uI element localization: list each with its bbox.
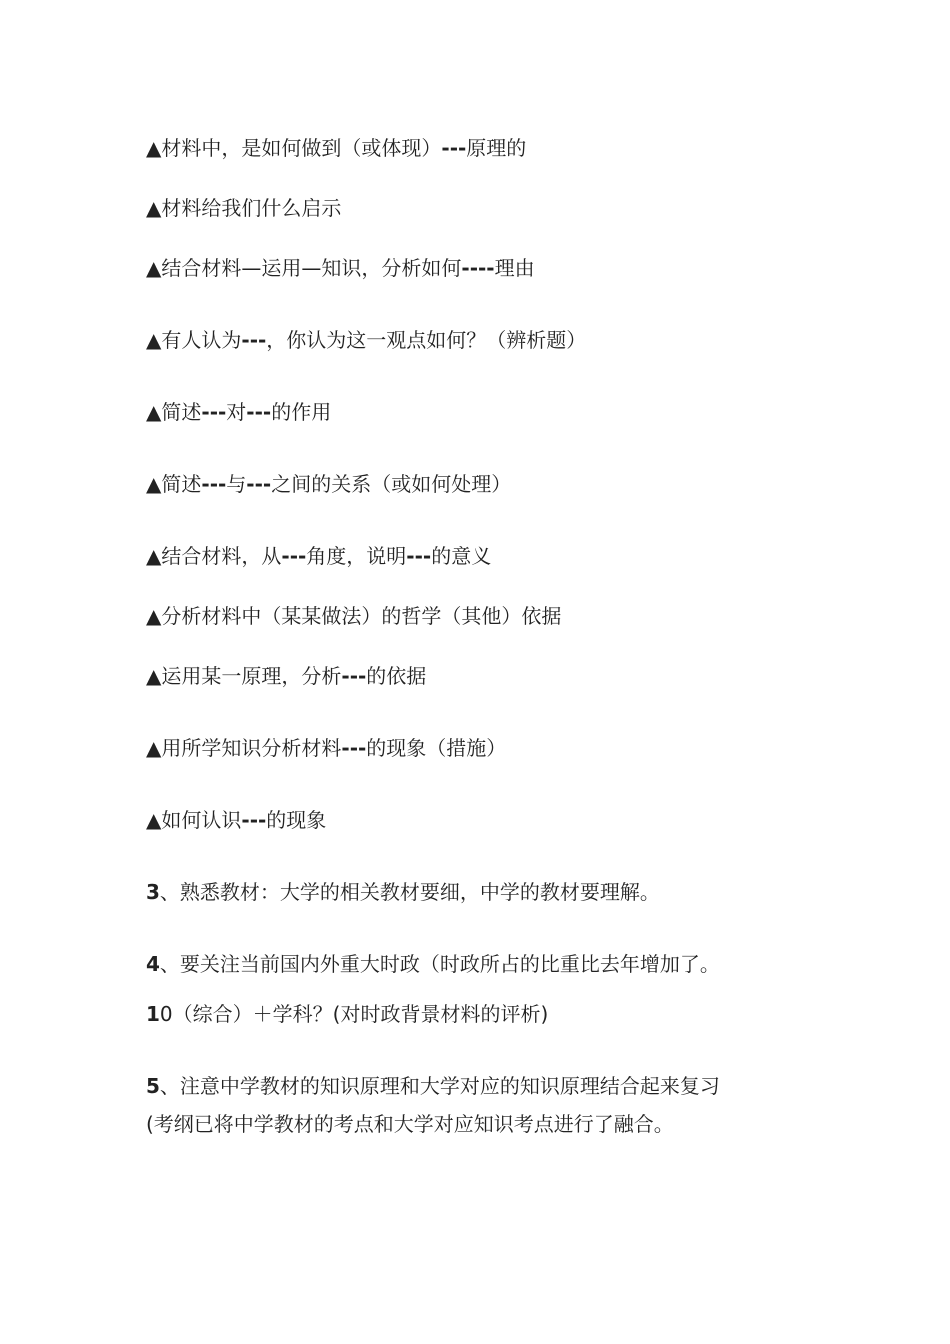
question-type-item: ▲分析材料中（某某做法）的哲学（其他）依据 [146,604,562,628]
question-type-item: ▲结合材料，从---角度，说明---的意义 [146,544,492,568]
question-type-item: ▲运用某一原理，分析---的依据 [146,664,427,688]
question-type-item: ▲简述---与---之间的关系（或如何处理） [146,472,512,496]
question-type-item: ▲材料给我们什么启示 [146,196,342,220]
question-type-item: ▲如何认识---的现象 [146,808,327,832]
numbered-point: 4、要关注当前国内外重大时政（时政所占的比重比去年增加了。 [146,952,720,976]
question-type-item: ▲有人认为---，你认为这一观点如何？（辨析题） [146,328,587,352]
question-type-item: ▲用所学知识分析材料---的现象（措施） [146,736,507,760]
numbered-point: 5、注意中学教材的知识原理和大学对应的知识原理结合起来复习 [146,1074,720,1098]
question-type-item: ▲材料中，是如何做到（或体现）---原理的 [146,136,527,160]
numbered-point-continuation: (考纲已将中学教材的考点和大学对应知识考点进行了融合。 [146,1112,674,1136]
numbered-point: 3、熟悉教材：大学的相关教材要细，中学的教材要理解。 [146,880,660,904]
numbered-point-continuation: 10（综合）＋学科？(对时政背景材料的评析) [146,1002,549,1026]
question-type-item: ▲简述---对---的作用 [146,400,332,424]
question-type-item: ▲结合材料—运用—知识，分析如何----理由 [146,256,535,280]
